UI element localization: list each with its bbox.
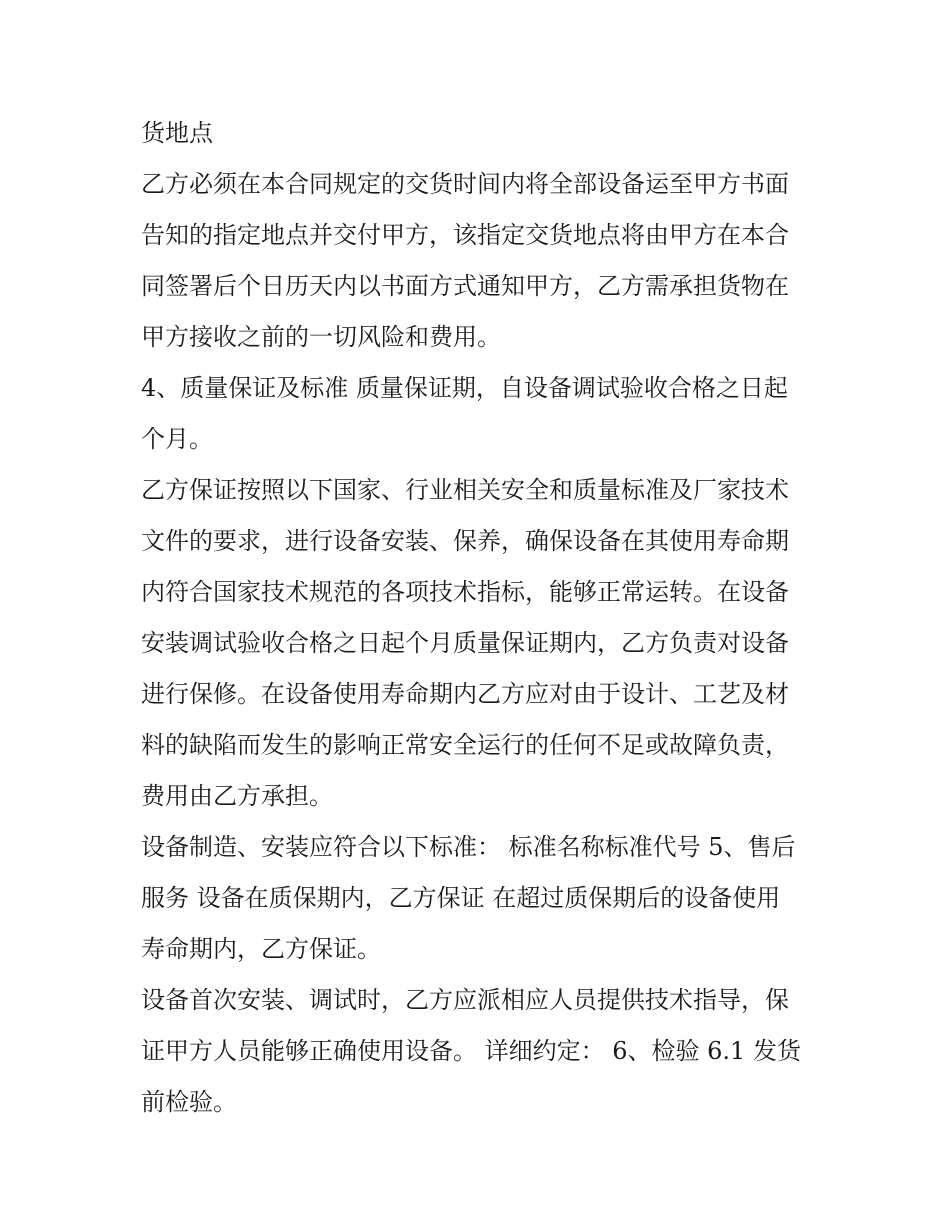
text-line-16: 服务 设备在质保期内，乙方保证 在超过质保期后的设备使用 xyxy=(141,884,781,912)
text-line-11: 安装调试验收合格之日起个月质量保证期内，乙方负责对设备 xyxy=(141,629,789,657)
text-line-1: 货地点 xyxy=(141,119,213,147)
text-line-12: 进行保修。在设备使用寿命期内乙方应对由于设计、工艺及材 xyxy=(141,680,789,708)
text-line-18: 设备首次安装、调试时，乙方应派相应人员提供技术指导，保 xyxy=(141,986,789,1014)
text-line-6: 4、质量保证及标准 质量保证期，自设备调试验收合格之日起 xyxy=(141,374,788,402)
document-body xyxy=(141,108,821,1128)
text-line-4: 同签署后个日历天内以书面方式通知甲方，乙方需承担货物在 xyxy=(141,272,789,300)
text-line-9: 文件的要求，进行设备安装、保养，确保设备在其使用寿命期 xyxy=(141,527,789,555)
text-line-7: 个月。 xyxy=(141,425,213,453)
text-line-3: 告知的指定地点并交付甲方，该指定交货地点将由甲方在本合 xyxy=(141,221,789,249)
text-line-17: 寿命期内，乙方保证。 xyxy=(141,935,381,963)
text-line-8: 乙方保证按照以下国家、行业相关安全和质量标准及厂家技术 xyxy=(141,476,789,504)
text-line-13: 料的缺陷而发生的影响正常安全运行的任何不足或故障负责， xyxy=(141,731,789,759)
text-line-20: 前检验。 xyxy=(141,1088,237,1116)
text-line-2: 乙方必须在本合同规定的交货时间内将全部设备运至甲方书面 xyxy=(141,170,789,198)
text-line-10: 内符合国家技术规范的各项技术指标，能够正常运转。在设备 xyxy=(141,578,789,606)
text-line-19: 证甲方人员能够正确使用设备。 详细约定： 6、检验 6.1 发货 xyxy=(141,1037,801,1065)
text-line-5: 甲方接收之前的一切风险和费用。 xyxy=(141,323,501,351)
text-line-15: 设备制造、安装应符合以下标准： 标准名称标准代号 5、售后 xyxy=(141,833,796,861)
text-line-14: 费用由乙方承担。 xyxy=(141,782,333,810)
